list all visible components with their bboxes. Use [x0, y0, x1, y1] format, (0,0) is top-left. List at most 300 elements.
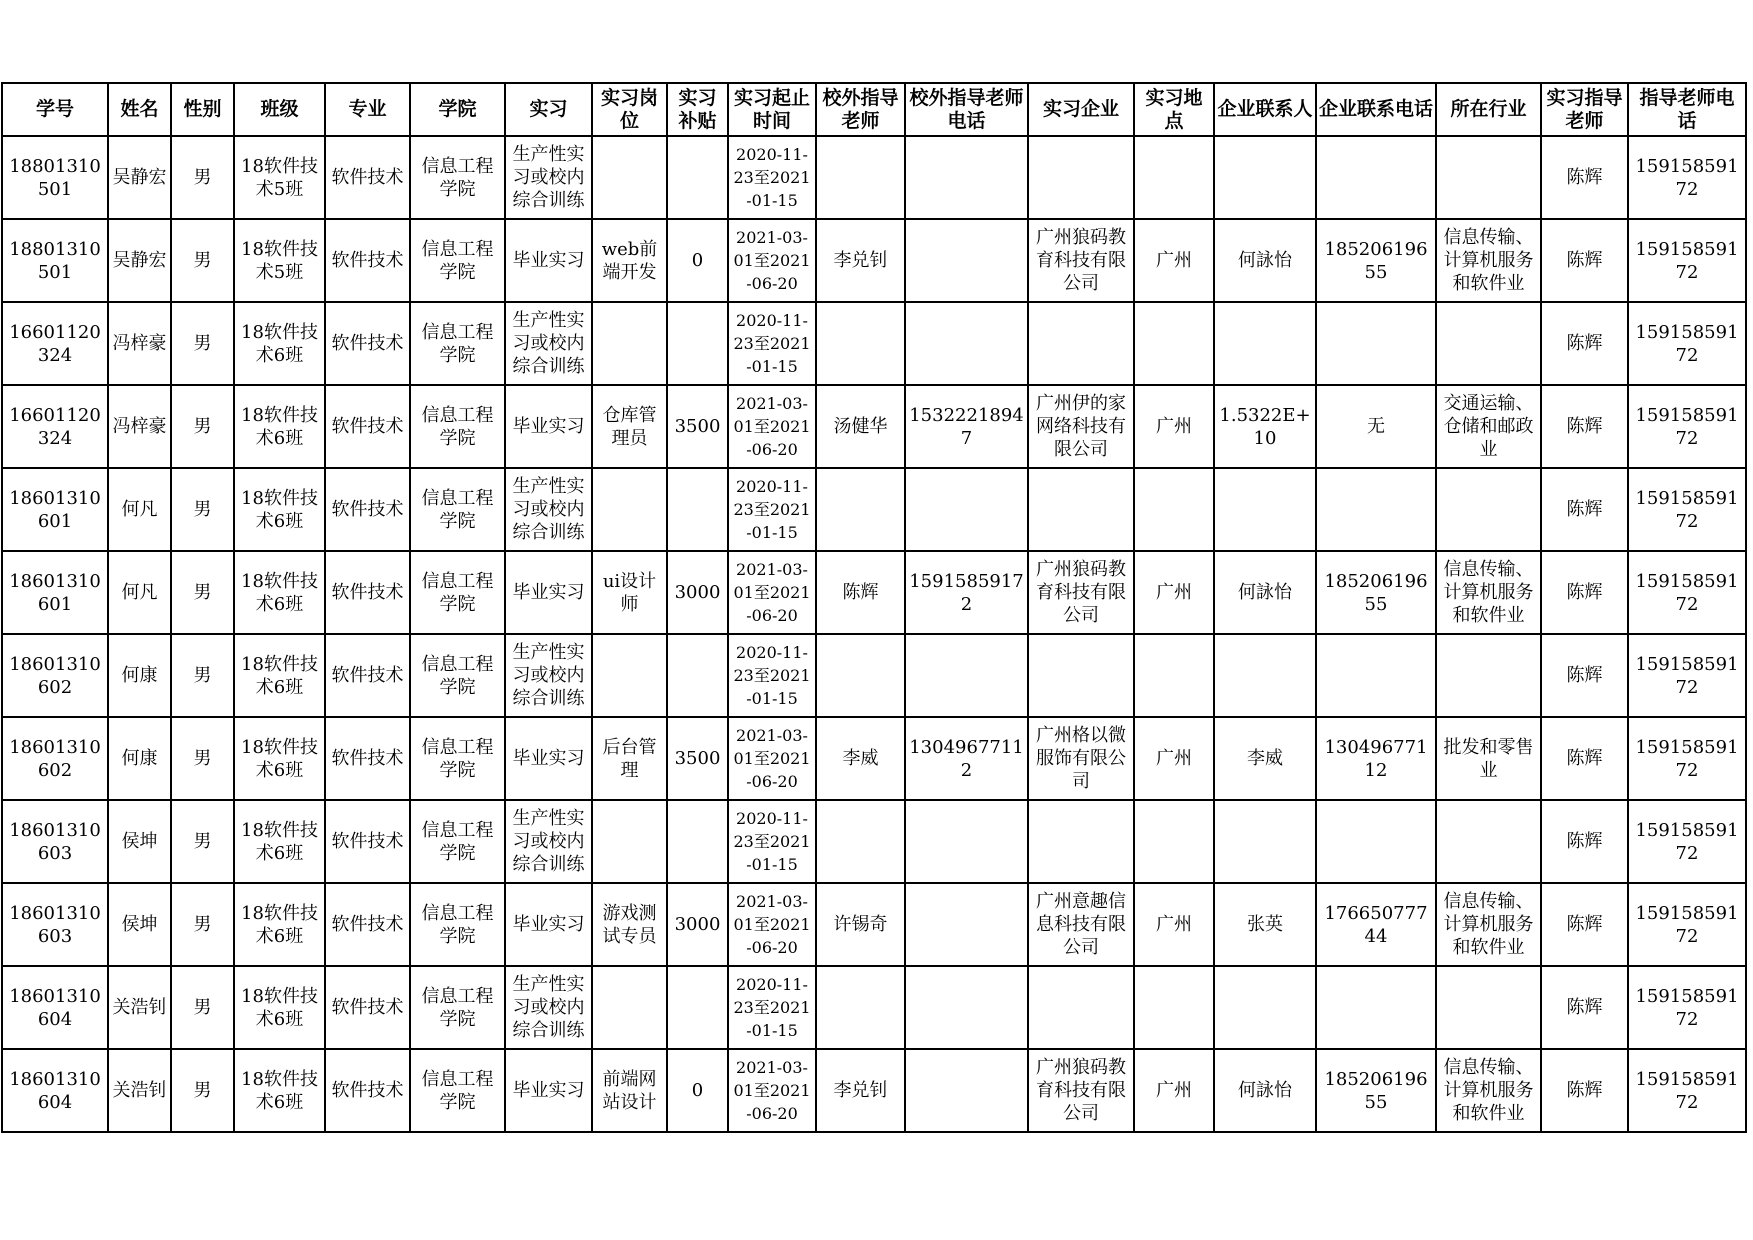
- header-advisor-phone: 指导老师电话: [1628, 83, 1746, 136]
- header-ext-tutor: 校外指导老师: [816, 83, 905, 136]
- internship-type-cell: [505, 800, 592, 883]
- header-contact-phone: 企业联系电话: [1316, 83, 1436, 136]
- location-cell: [1134, 302, 1214, 385]
- position-cell-text: 游戏测试专员: [602, 902, 657, 947]
- gender-cell: [171, 136, 234, 219]
- student-id-cell-text: 18601310601: [9, 487, 101, 532]
- internship-type-cell-text: 毕业实习: [512, 1080, 585, 1101]
- ext-tutor-cell: [816, 634, 905, 717]
- gender-cell-text: 男: [193, 250, 212, 271]
- company-cell: [1028, 1049, 1134, 1132]
- contact-cell: [1214, 717, 1316, 800]
- major-cell: [325, 385, 410, 468]
- position-cell: [592, 883, 667, 966]
- name-cell: [108, 302, 171, 385]
- internship-table: [1, 82, 1747, 1133]
- contact-cell: [1214, 468, 1316, 551]
- location-cell-text: 广州: [1156, 250, 1192, 271]
- ext-tutor-phone-cell: [905, 302, 1028, 385]
- advisor-cell-text: 陈辉: [1566, 748, 1603, 769]
- ext-tutor-cell-text: 李兑钊: [833, 250, 888, 271]
- industry-cell: [1436, 551, 1541, 634]
- college-cell: [410, 966, 505, 1049]
- class-cell-text: 18软件技术6班: [241, 902, 318, 947]
- table-row: [2, 302, 1746, 385]
- advisor-phone-cell-text: 15915859172: [1635, 404, 1739, 449]
- gender-cell: [171, 1049, 234, 1132]
- internship-type-cell-text: 毕业实习: [512, 250, 585, 271]
- ext-tutor-phone-cell: [905, 136, 1028, 219]
- ext-tutor-cell: [816, 468, 905, 551]
- subsidy-cell-text: 3500: [674, 416, 721, 437]
- major-cell: [325, 302, 410, 385]
- position-cell: [592, 800, 667, 883]
- gender-cell-text: 男: [193, 416, 212, 437]
- major-cell-text: 软件技术: [331, 997, 404, 1018]
- gender-cell-text: 男: [193, 997, 212, 1018]
- contact-cell: [1214, 136, 1316, 219]
- college-cell: [410, 800, 505, 883]
- student-id-cell: [2, 883, 108, 966]
- location-cell: [1134, 551, 1214, 634]
- advisor-phone-cell-text: 15915859172: [1635, 321, 1739, 366]
- class-cell: [234, 634, 325, 717]
- internship-type-cell: [505, 551, 592, 634]
- internship-type-cell-text: 毕业实习: [512, 914, 585, 935]
- ext-tutor-phone-cell: [905, 551, 1028, 634]
- ext-tutor-phone-cell-text: 13049677112: [909, 736, 1024, 781]
- table-row: [2, 219, 1746, 302]
- advisor-cell: [1541, 136, 1628, 219]
- college-cell-text: 信息工程学院: [421, 902, 494, 947]
- name-cell-text: 冯梓豪: [112, 333, 167, 354]
- location-cell: [1134, 136, 1214, 219]
- advisor-phone-cell: [1628, 219, 1746, 302]
- name-cell-text: 侯坤: [121, 914, 158, 935]
- major-cell: [325, 634, 410, 717]
- period-cell-text: 2021-03-01至2021-06-20: [733, 394, 811, 459]
- header-location: 实习地点: [1134, 83, 1214, 136]
- contact-cell-text: 1.5322E+10: [1219, 404, 1311, 449]
- subsidy-cell: [667, 219, 728, 302]
- industry-cell: [1436, 717, 1541, 800]
- company-cell: [1028, 551, 1134, 634]
- class-cell-text: 18软件技术6班: [241, 1068, 318, 1113]
- table-row: [2, 800, 1746, 883]
- gender-cell-text: 男: [193, 831, 212, 852]
- college-cell: [410, 468, 505, 551]
- subsidy-cell: [667, 634, 728, 717]
- position-cell: [592, 966, 667, 1049]
- company-cell: [1028, 385, 1134, 468]
- company-cell-text: 广州格以微服饰有限公司: [1036, 725, 1126, 792]
- header-class: 班级: [234, 83, 325, 136]
- contact-phone-cell: [1316, 385, 1436, 468]
- college-cell: [410, 634, 505, 717]
- industry-cell-text: 信息传输、计算机服务和软件业: [1443, 559, 1534, 626]
- period-cell: [728, 551, 816, 634]
- college-cell: [410, 302, 505, 385]
- major-cell-text: 软件技术: [331, 665, 404, 686]
- name-cell-text: 吴静宏: [112, 250, 167, 271]
- ext-tutor-phone-cell-text: 15915859172: [909, 570, 1024, 615]
- major-cell: [325, 1049, 410, 1132]
- advisor-cell-text: 陈辉: [1566, 167, 1603, 188]
- class-cell: [234, 966, 325, 1049]
- name-cell: [108, 385, 171, 468]
- internship-type-cell-text: 毕业实习: [512, 582, 585, 603]
- advisor-cell: [1541, 1049, 1628, 1132]
- advisor-phone-cell: [1628, 966, 1746, 1049]
- major-cell-text: 软件技术: [331, 416, 404, 437]
- company-cell: [1028, 883, 1134, 966]
- college-cell: [410, 717, 505, 800]
- class-cell-text: 18软件技术5班: [241, 238, 318, 283]
- company-cell-text: 广州伊的家网络科技有限公司: [1036, 393, 1126, 460]
- period-cell-text: 2020-11-23至2021-01-15: [733, 809, 811, 874]
- position-cell: [592, 717, 667, 800]
- class-cell-text: 18软件技术5班: [241, 155, 318, 200]
- name-cell-text: 关浩钊: [112, 1080, 167, 1101]
- period-cell: [728, 219, 816, 302]
- internship-type-cell-text: 生产性实习或校内综合训练: [512, 144, 585, 211]
- header-major: 专业: [325, 83, 410, 136]
- class-cell-text: 18软件技术6班: [241, 404, 318, 449]
- industry-cell: [1436, 966, 1541, 1049]
- gender-cell: [171, 551, 234, 634]
- ext-tutor-phone-cell: [905, 883, 1028, 966]
- name-cell: [108, 883, 171, 966]
- student-id-cell-text: 18601310604: [9, 1068, 101, 1113]
- contact-phone-cell: [1316, 136, 1436, 219]
- major-cell-text: 软件技术: [331, 582, 404, 603]
- location-cell: [1134, 634, 1214, 717]
- table-row: [2, 551, 1746, 634]
- name-cell: [108, 1049, 171, 1132]
- ext-tutor-phone-cell: [905, 1049, 1028, 1132]
- advisor-phone-cell-text: 15915859172: [1635, 819, 1739, 864]
- contact-cell: [1214, 302, 1316, 385]
- position-cell: [592, 385, 667, 468]
- name-cell: [108, 219, 171, 302]
- name-cell-text: 何凡: [121, 582, 158, 603]
- internship-type-cell-text: 生产性实习或校内综合训练: [512, 476, 585, 543]
- advisor-cell-text: 陈辉: [1566, 831, 1603, 852]
- contact-phone-cell-text: 18520619655: [1324, 238, 1428, 283]
- major-cell: [325, 136, 410, 219]
- period-cell-text: 2021-03-01至2021-06-20: [733, 560, 811, 625]
- subsidy-cell-text: 0: [691, 250, 704, 271]
- internship-type-cell: [505, 634, 592, 717]
- name-cell: [108, 966, 171, 1049]
- name-cell-text: 关浩钊: [112, 997, 167, 1018]
- advisor-phone-cell: [1628, 385, 1746, 468]
- advisor-cell: [1541, 302, 1628, 385]
- advisor-phone-cell-text: 15915859172: [1635, 570, 1739, 615]
- ext-tutor-phone-cell: [905, 717, 1028, 800]
- advisor-cell-text: 陈辉: [1566, 250, 1603, 271]
- company-cell: [1028, 302, 1134, 385]
- college-cell: [410, 385, 505, 468]
- college-cell-text: 信息工程学院: [421, 736, 494, 781]
- student-id-cell-text: 18601310603: [9, 819, 101, 864]
- college-cell-text: 信息工程学院: [421, 653, 494, 698]
- industry-cell: [1436, 385, 1541, 468]
- class-cell: [234, 800, 325, 883]
- subsidy-cell-text: 3500: [674, 748, 721, 769]
- advisor-phone-cell: [1628, 717, 1746, 800]
- contact-cell: [1214, 634, 1316, 717]
- student-id-cell: [2, 717, 108, 800]
- period-cell: [728, 136, 816, 219]
- class-cell: [234, 717, 325, 800]
- gender-cell-text: 男: [193, 333, 212, 354]
- college-cell-text: 信息工程学院: [421, 487, 494, 532]
- major-cell-text: 软件技术: [331, 167, 404, 188]
- internship-type-cell: [505, 385, 592, 468]
- class-cell-text: 18软件技术6班: [241, 570, 318, 615]
- table-row: [2, 883, 1746, 966]
- contact-cell: [1214, 883, 1316, 966]
- class-cell: [234, 551, 325, 634]
- company-cell-text: 广州狼码教育科技有限公司: [1036, 559, 1126, 626]
- advisor-phone-cell-text: 15915859172: [1635, 487, 1739, 532]
- table-row: [2, 136, 1746, 219]
- header-period: 实习起止时间: [728, 83, 816, 136]
- company-cell-text: 广州狼码教育科技有限公司: [1036, 1057, 1126, 1124]
- advisor-phone-cell: [1628, 634, 1746, 717]
- advisor-cell: [1541, 385, 1628, 468]
- contact-cell-text: 何詠怡: [1238, 1080, 1292, 1101]
- ext-tutor-phone-cell: [905, 385, 1028, 468]
- name-cell: [108, 634, 171, 717]
- advisor-phone-cell: [1628, 883, 1746, 966]
- header-contact: 企业联系人: [1214, 83, 1316, 136]
- ext-tutor-phone-cell: [905, 966, 1028, 1049]
- contact-phone-cell-text: 18520619655: [1324, 570, 1428, 615]
- name-cell: [108, 800, 171, 883]
- period-cell: [728, 1049, 816, 1132]
- ext-tutor-cell: [816, 551, 905, 634]
- table-row: [2, 468, 1746, 551]
- subsidy-cell-text: 0: [691, 1080, 704, 1101]
- header-industry: 所在行业: [1436, 83, 1541, 136]
- industry-cell: [1436, 800, 1541, 883]
- internship-type-cell-text: 毕业实习: [512, 748, 585, 769]
- subsidy-cell: [667, 551, 728, 634]
- ext-tutor-cell: [816, 883, 905, 966]
- ext-tutor-cell: [816, 966, 905, 1049]
- college-cell-text: 信息工程学院: [421, 404, 494, 449]
- ext-tutor-cell: [816, 302, 905, 385]
- student-id-cell: [2, 634, 108, 717]
- table-row: [2, 634, 1746, 717]
- internship-type-cell: [505, 468, 592, 551]
- student-id-cell-text: 18601310604: [9, 985, 101, 1030]
- gender-cell: [171, 966, 234, 1049]
- student-id-cell-text: 18601310602: [9, 736, 101, 781]
- subsidy-cell-text: 3000: [674, 582, 721, 603]
- subsidy-cell: [667, 1049, 728, 1132]
- position-cell-text: 前端网站设计: [602, 1068, 657, 1113]
- period-cell-text: 2021-03-01至2021-06-20: [733, 228, 811, 293]
- advisor-phone-cell-text: 15915859172: [1635, 902, 1739, 947]
- period-cell-text: 2020-11-23至2021-01-15: [733, 643, 811, 708]
- class-cell-text: 18软件技术6班: [241, 736, 318, 781]
- period-cell-text: 2020-11-23至2021-01-15: [733, 477, 811, 542]
- period-cell: [728, 883, 816, 966]
- company-cell: [1028, 717, 1134, 800]
- class-cell-text: 18软件技术6班: [241, 487, 318, 532]
- location-cell: [1134, 385, 1214, 468]
- college-cell: [410, 219, 505, 302]
- student-id-cell-text: 18601310603: [9, 902, 101, 947]
- contact-phone-cell: [1316, 634, 1436, 717]
- location-cell: [1134, 468, 1214, 551]
- period-cell: [728, 385, 816, 468]
- subsidy-cell: [667, 468, 728, 551]
- internship-sheet: [1, 82, 1747, 1133]
- college-cell-text: 信息工程学院: [421, 819, 494, 864]
- advisor-cell: [1541, 551, 1628, 634]
- ext-tutor-phone-cell: [905, 800, 1028, 883]
- contact-cell: [1214, 1049, 1316, 1132]
- table-row: [2, 1049, 1746, 1132]
- gender-cell-text: 男: [193, 914, 212, 935]
- header-company: 实习企业: [1028, 83, 1134, 136]
- student-id-cell: [2, 800, 108, 883]
- advisor-cell: [1541, 634, 1628, 717]
- ext-tutor-cell-text: 许锡奇: [833, 914, 888, 935]
- company-cell: [1028, 800, 1134, 883]
- contact-phone-cell-text: 无: [1367, 416, 1385, 437]
- header-gender: 性别: [171, 83, 234, 136]
- contact-phone-cell: [1316, 551, 1436, 634]
- period-cell: [728, 800, 816, 883]
- college-cell: [410, 883, 505, 966]
- header-college: 学院: [410, 83, 505, 136]
- college-cell-text: 信息工程学院: [421, 570, 494, 615]
- advisor-cell-text: 陈辉: [1566, 582, 1603, 603]
- header-advisor: 实习指导老师: [1541, 83, 1628, 136]
- gender-cell: [171, 800, 234, 883]
- internship-type-cell: [505, 1049, 592, 1132]
- position-cell-text: ui设计师: [602, 570, 657, 615]
- class-cell: [234, 302, 325, 385]
- student-id-cell-text: 16601120324: [9, 404, 101, 449]
- gender-cell-text: 男: [193, 1080, 212, 1101]
- company-cell-text: 广州狼码教育科技有限公司: [1036, 227, 1126, 294]
- location-cell-text: 广州: [1156, 914, 1192, 935]
- contact-phone-cell: [1316, 883, 1436, 966]
- name-cell-text: 何康: [121, 748, 158, 769]
- position-cell: [592, 551, 667, 634]
- period-cell: [728, 468, 816, 551]
- student-id-cell-text: 18601310601: [9, 570, 101, 615]
- class-cell-text: 18软件技术6班: [241, 321, 318, 366]
- internship-type-cell-text: 生产性实习或校内综合训练: [512, 642, 585, 709]
- header-name: 姓名: [108, 83, 171, 136]
- position-cell-text: 后台管理: [602, 736, 657, 781]
- subsidy-cell: [667, 966, 728, 1049]
- location-cell: [1134, 219, 1214, 302]
- subsidy-cell: [667, 717, 728, 800]
- internship-type-cell: [505, 883, 592, 966]
- student-id-cell: [2, 468, 108, 551]
- gender-cell-text: 男: [193, 748, 212, 769]
- company-cell-text: 广州意趣信息科技有限公司: [1036, 891, 1126, 958]
- company-cell: [1028, 468, 1134, 551]
- industry-cell-text: 信息传输、计算机服务和软件业: [1443, 1057, 1534, 1124]
- subsidy-cell: [667, 800, 728, 883]
- gender-cell-text: 男: [193, 167, 212, 188]
- table-row: [2, 717, 1746, 800]
- advisor-phone-cell-text: 15915859172: [1635, 155, 1739, 200]
- advisor-cell: [1541, 800, 1628, 883]
- internship-type-cell-text: 生产性实习或校内综合训练: [512, 808, 585, 875]
- advisor-phone-cell-text: 15915859172: [1635, 985, 1739, 1030]
- header-row: [2, 83, 1746, 136]
- company-cell: [1028, 219, 1134, 302]
- class-cell: [234, 468, 325, 551]
- advisor-cell-text: 陈辉: [1566, 1080, 1603, 1101]
- location-cell: [1134, 717, 1214, 800]
- name-cell: [108, 551, 171, 634]
- ext-tutor-cell: [816, 800, 905, 883]
- advisor-phone-cell: [1628, 302, 1746, 385]
- student-id-cell-text: 18801310501: [9, 155, 101, 200]
- contact-cell: [1214, 219, 1316, 302]
- class-cell: [234, 385, 325, 468]
- ext-tutor-cell: [816, 717, 905, 800]
- major-cell-text: 软件技术: [331, 1080, 404, 1101]
- gender-cell-text: 男: [193, 665, 212, 686]
- contact-phone-cell: [1316, 717, 1436, 800]
- header-internship-type: 实习: [505, 83, 592, 136]
- advisor-cell-text: 陈辉: [1566, 665, 1603, 686]
- name-cell-text: 何凡: [121, 499, 158, 520]
- position-cell: [592, 1049, 667, 1132]
- advisor-cell-text: 陈辉: [1566, 416, 1603, 437]
- company-cell: [1028, 136, 1134, 219]
- major-cell-text: 软件技术: [331, 914, 404, 935]
- contact-cell: [1214, 385, 1316, 468]
- advisor-phone-cell: [1628, 800, 1746, 883]
- location-cell-text: 广州: [1156, 1080, 1192, 1101]
- industry-cell-text: 交通运输、仓储和邮政业: [1443, 393, 1534, 460]
- gender-cell: [171, 219, 234, 302]
- student-id-cell-text: 18601310602: [9, 653, 101, 698]
- major-cell-text: 软件技术: [331, 748, 404, 769]
- name-cell-text: 冯梓豪: [112, 416, 167, 437]
- major-cell: [325, 717, 410, 800]
- gender-cell-text: 男: [193, 582, 212, 603]
- industry-cell: [1436, 883, 1541, 966]
- location-cell: [1134, 1049, 1214, 1132]
- advisor-phone-cell: [1628, 551, 1746, 634]
- student-id-cell: [2, 136, 108, 219]
- industry-cell: [1436, 302, 1541, 385]
- period-cell: [728, 634, 816, 717]
- position-cell-text: 仓库管理员: [602, 404, 657, 449]
- name-cell: [108, 468, 171, 551]
- major-cell: [325, 468, 410, 551]
- subsidy-cell-text: 3000: [674, 914, 721, 935]
- contact-cell: [1214, 551, 1316, 634]
- class-cell-text: 18软件技术6班: [241, 819, 318, 864]
- subsidy-cell: [667, 302, 728, 385]
- major-cell: [325, 966, 410, 1049]
